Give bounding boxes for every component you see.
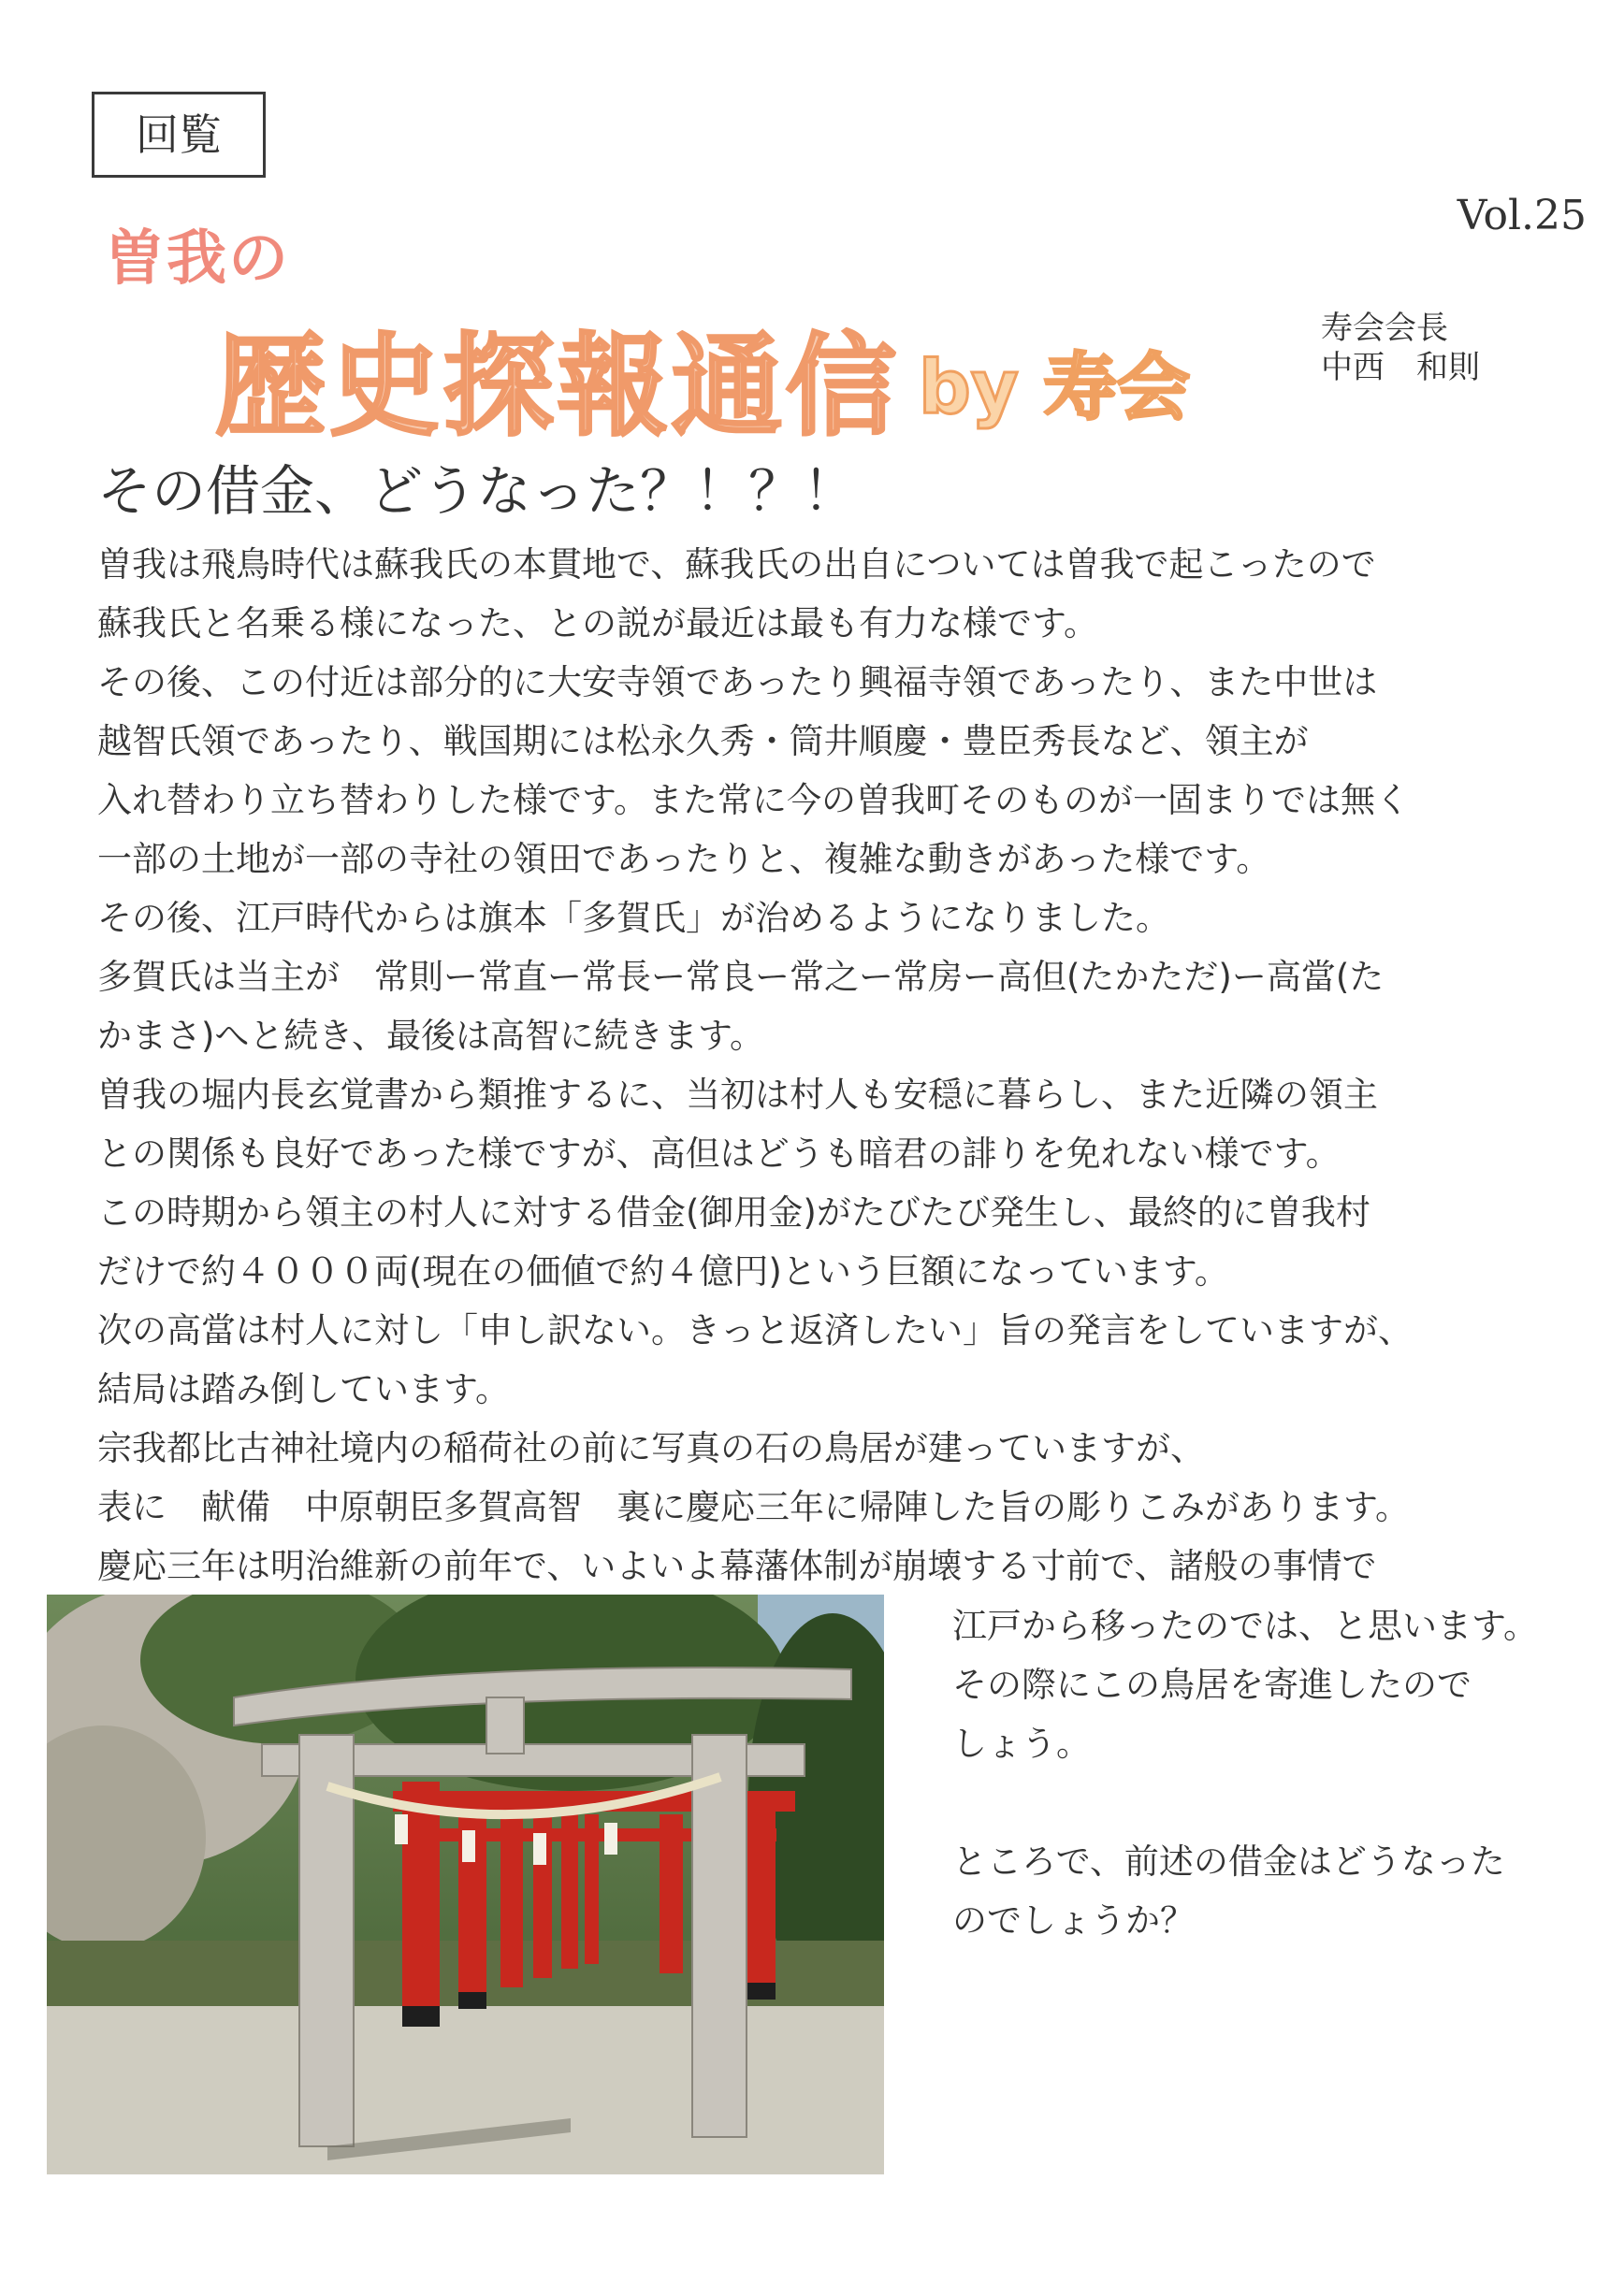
body-line: 多賀氏は当主が 常則ー常直ー常長ー常良ー常之ー常房ー高但(たかただ)ー高當(た <box>97 957 1385 997</box>
body-line: 蘇我氏と名乗る様になった、との説が最近は最も有力な様です。 <box>97 603 1099 643</box>
photo-side-text <box>952 1596 1538 1950</box>
body-line: 曽我の堀内長玄覚書から類推するに、当初は村人も安穏に暮らし、また近隣の領主 <box>97 1075 1378 1115</box>
masthead-title: 歴史探報通信 <box>215 322 901 451</box>
body-line: との関係も良好であった様ですが、高但はどうも暗君の誹りを免れない様です。 <box>97 1134 1341 1174</box>
body-line: 宗我都比古神社境内の稲荷社の前に写真の石の鳥居が建っていますが、 <box>97 1428 1205 1468</box>
body-line: 表に 献備 中原朝臣多賀高智 裏に慶応三年に帰陣した旨の彫りこみがあります。 <box>97 1487 1411 1527</box>
body-line: その後、江戸時代からは旗本「多賀氏」が治めるようになりました。 <box>97 898 1170 938</box>
body-line: 慶応三年は明治維新の前年で、いよいよ幕藩体制が崩壊する寸前で、諸般の事情で <box>97 1546 1377 1586</box>
body-line: 結局は踏み倒しています。 <box>97 1369 511 1409</box>
side-line: ところで、前述の借金はどうなった <box>952 1841 1505 1882</box>
body-line: その後、この付近は部分的に大安寺領であったり興福寺領であったり、また中世は <box>97 662 1378 702</box>
article-headline: その借金、どうなった？！？！ <box>97 459 858 523</box>
body-line: 曽我は飛鳥時代は蘇我氏の本貫地で、蘇我氏の出自については曽我で起こったので <box>97 544 1376 585</box>
author-role: 寿会会長 <box>1321 310 1448 347</box>
body-line: 入れ替わり立ち替わりした様です。また常に今の曽我町そのものが一固まりでは無く <box>97 780 1411 820</box>
masthead-by-line: by 寿会 <box>919 346 1190 430</box>
side-line: のでしょうか？ <box>952 1900 1195 1941</box>
body-line: 次の高當は村人に対し「申し訳ない。きっと返済したい」旨の発言をしていますが、 <box>97 1310 1413 1350</box>
body-line: この時期から領主の村人に対する借金(御用金)がたびたび発生し、最終的に曽我村 <box>97 1192 1370 1233</box>
side-line: しょう。 <box>952 1724 1091 1764</box>
paragraph-gap <box>952 1773 1538 1832</box>
masthead-prefix: 曽我の <box>105 224 290 294</box>
body-line: 越智氏領であったり、戦国期には松永久秀・筒井順慶・豊臣秀長など、領主が <box>97 721 1309 761</box>
article-body <box>97 535 1538 1596</box>
side-line: 江戸から移ったのでは、と思います。 <box>952 1606 1539 1646</box>
body-line: だけで約４０００両(現在の価値で約４億円)という巨額になっています。 <box>97 1251 1229 1292</box>
volume-number: Vol.25 <box>1457 192 1587 239</box>
circulation-stamp: 回覧 <box>92 92 266 178</box>
torii-photo <box>47 1595 884 2174</box>
author-block <box>1321 309 1480 387</box>
side-line: その際にこの鳥居を寄進したので <box>952 1665 1472 1705</box>
author-name: 中西 和則 <box>1321 349 1480 386</box>
body-line: 一部の土地が一部の寺社の領田であったりと、複雑な動きがあった様です。 <box>97 839 1271 879</box>
body-line: かまさ)へと続き、最後は高智に続きます。 <box>97 1016 764 1056</box>
